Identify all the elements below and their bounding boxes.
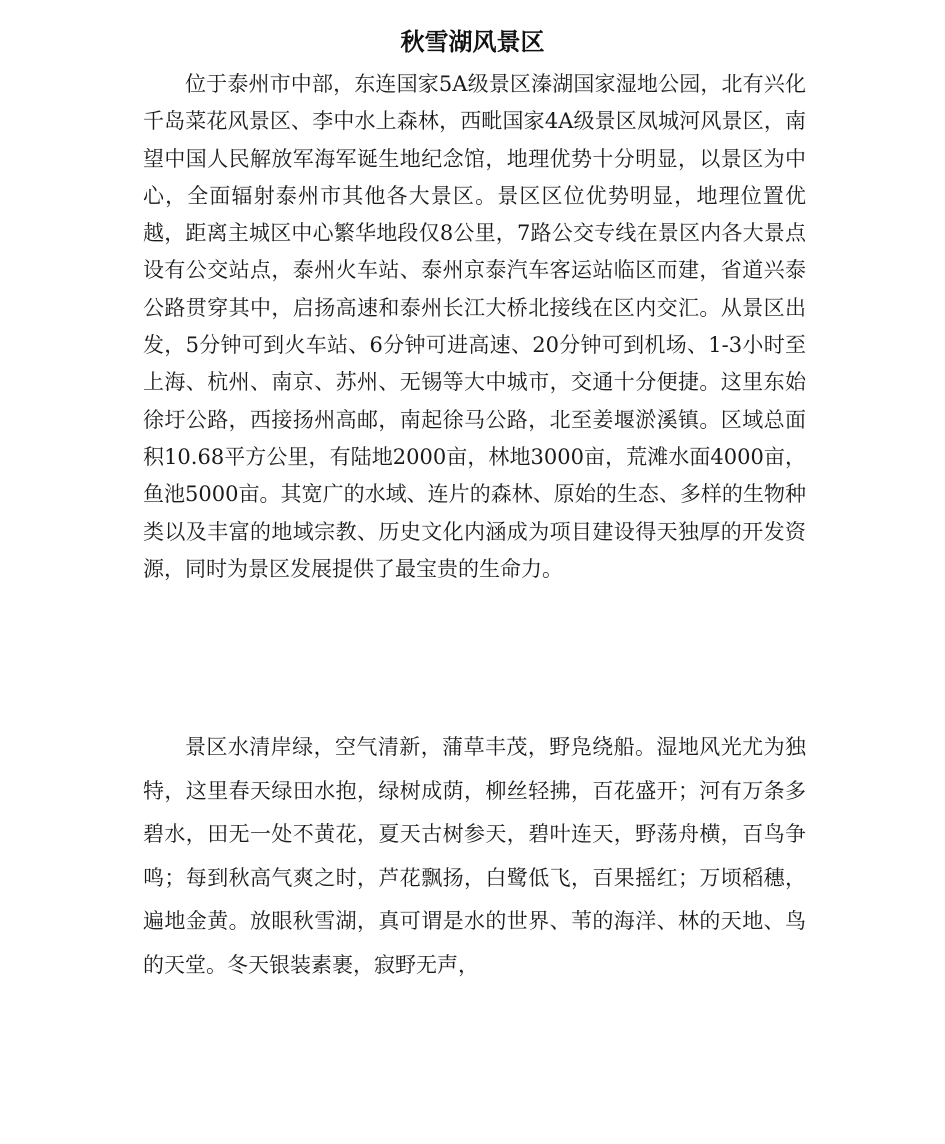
document-title: 秋雪湖风景区 (400, 27, 545, 56)
paragraph-location: 位于泰州市中部，东连国家5A级景区溱湖国家湿地公园，北有兴化千岛菜花风景区、李中水上森林，西毗国家4A级景区凤城河风景区，南望中国人民解放军海军诞生地纪念馆，地理优势十分明显，以景区为中心，全面辐射泰州市其他各大景区。景区区位优势明显，地理位置优越，距离主城区中心繁华地段仅8公里，7路公交专线在景区内各大景点设有公交站点，泰州火车站、泰州京泰汽车客运站临区而建，省道兴泰公路贯穿其中，启扬高速和泰州长江大桥北接线在区内交汇。从景区出发，5分钟可到火车站、6分钟可进高速、20分钟可到机场、1-3小时至上海、杭州、南京、苏州、无锡等大中城市，交通十分便捷。这里东始徐圩公路，西接扬州高邮，南起徐马公路，北至姜堰淤溪镇。区域总面积10.68平方公里，有陆地2000亩，林地3000亩，荒滩水面4000亩，鱼池5000亩。其宽广的水域、连片的森林、原始的生态、多样的生物种类以及丰富的地域宗教、历史文化内涵成为项目建设得天独厚的开发资源，同时为景区发展提供了最宝贵的生命力。 (143, 72, 806, 581)
paragraph-scenery: 景区水清岸绿，空气清新，蒲草丰茂，野凫绕船。湿地风光尤为独特，这里春天绿田水抱，绿树成荫，柳丝轻拂，百花盛开；河有万条多碧水，田无一处不黄花，夏天古树参天，碧叶连天，野荡舟横，百鸟争鸣；每到秋高气爽之时，芦花飘扬，白鹭低飞，百果摇红；万顷稻穗，遍地金黄。放眼秋雪湖，真可谓是水的世界、苇的海洋、林的天地、鸟的天堂。冬天银装素裹，寂野无声， (143, 735, 806, 977)
